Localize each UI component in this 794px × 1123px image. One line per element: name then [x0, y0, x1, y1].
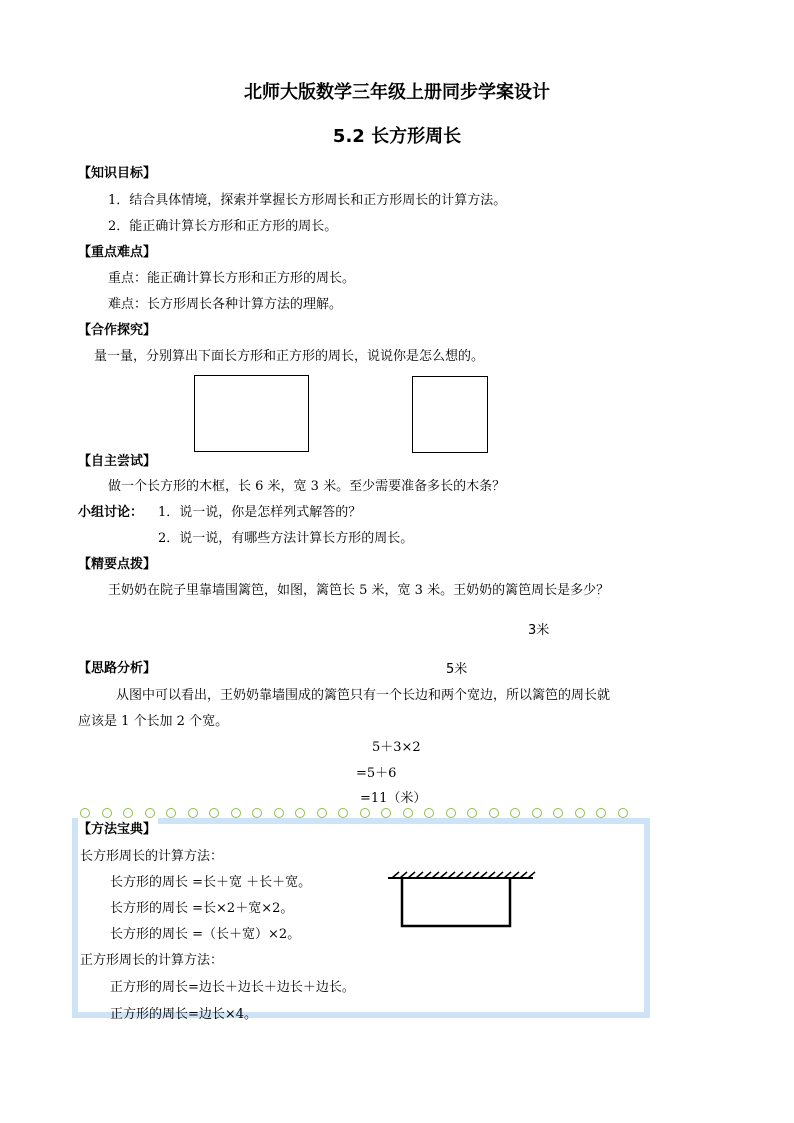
calc-step-3: =11（米） — [360, 791, 427, 806]
analysis-line-1: 从图中可以看出，王奶奶靠墙围成的篱笆只有一个长边和两个宽边，所以篱笆的周长就 — [116, 688, 611, 703]
rect-formula-1: 长方形的周长 =长＋宽 ＋长＋宽。 — [110, 875, 312, 890]
explore-heading: 【合作探究】 — [78, 323, 157, 338]
calc-step-1: 5＋3×2 — [372, 740, 421, 755]
fence-outline — [402, 878, 510, 926]
calc-step-2: =5＋6 — [356, 766, 397, 781]
length-label: 5米 — [446, 662, 468, 677]
decorative-dot — [231, 808, 241, 818]
decorative-dot — [596, 808, 606, 818]
decorative-dot — [532, 808, 542, 818]
decorative-dot — [446, 808, 456, 818]
decorative-dot — [145, 808, 155, 818]
rect-formula-2: 长方形的周长 =长×2＋宽×2。 — [110, 901, 294, 916]
decorative-dot — [575, 808, 585, 818]
discussion-label: 小组讨论： — [78, 505, 144, 520]
decorative-dot — [424, 808, 434, 818]
decorative-dot — [80, 808, 90, 818]
decorative-dot — [489, 808, 499, 818]
square-method-title: 正方形周长的计算方法： — [80, 953, 224, 968]
rectangle-figure — [194, 375, 309, 452]
self-try-text: 做一个长方形的木框，长 6 米，宽 3 米。至少需要准备多长的木条？ — [108, 479, 506, 494]
decorative-dot — [252, 808, 262, 818]
self-try-heading: 【自主尝试】 — [78, 454, 157, 469]
decorative-dot — [338, 808, 348, 818]
decorative-dot — [618, 808, 628, 818]
fence-wall-diagram — [388, 868, 538, 932]
explore-text: 量一量，分别算出下面长方形和正方形的周长，说说你是怎么想的。 — [94, 349, 485, 364]
rect-method-title: 长方形周长的计算方法： — [80, 849, 224, 864]
analysis-line-2: 应该是 1 个长加 2 个宽。 — [78, 714, 229, 729]
square-formula-2: 正方形的周长=边长×4。 — [110, 1007, 258, 1022]
page-title: 北师大版数学三年级上册同步学案设计 — [244, 82, 550, 103]
decorative-dot — [317, 808, 327, 818]
method-heading: 【方法宝典】 — [78, 818, 158, 837]
rect-formula-3: 长方形的周长 =（长＋宽）×2。 — [110, 927, 301, 942]
decorative-dot — [381, 808, 391, 818]
discussion-item-1: 1．说一说，你是怎样列式解答的？ — [158, 505, 362, 520]
decorative-dot — [102, 808, 112, 818]
decorative-dot — [166, 808, 176, 818]
decorative-dot — [553, 808, 563, 818]
decorative-dot — [467, 808, 477, 818]
decorative-dot — [295, 808, 305, 818]
decorative-dot — [510, 808, 520, 818]
discussion-item-2: 2．说一说，有哪些方法计算长方形的周长。 — [158, 531, 414, 546]
goals-heading: 【知识目标】 — [78, 166, 157, 181]
goal-item-1: 1．结合具体情境，探索并掌握长方形周长和正方形周长的计算方法。 — [108, 193, 507, 208]
decorative-dot — [274, 808, 284, 818]
tips-text: 王奶奶在院子里靠墙围篱笆，如图，篱笆长 5 米，宽 3 米。王奶奶的篱笆周长是多少？ — [108, 583, 610, 598]
square-figure — [412, 376, 488, 453]
decorative-dot — [123, 808, 133, 818]
decorative-dot — [360, 808, 370, 818]
lesson-title: 5.2 长方形周长 — [332, 126, 462, 147]
goal-item-2: 2．能正确计算长方形和正方形的周长。 — [108, 219, 338, 234]
square-formula-1: 正方形的周长=边长＋边长＋边长＋边长。 — [110, 980, 355, 995]
difficult-point: 难点：长方形周长各种计算方法的理解。 — [108, 297, 343, 312]
decorative-dot — [209, 808, 219, 818]
tips-heading: 【精要点拨】 — [78, 557, 157, 572]
analysis-heading: 【思路分析】 — [78, 661, 157, 676]
decorative-dot — [188, 808, 198, 818]
width-label: 3米 — [528, 623, 550, 638]
key-point: 重点：能正确计算长方形和正方形的周长。 — [108, 271, 356, 286]
decorative-dot — [403, 808, 413, 818]
key-points-heading: 【重点难点】 — [78, 245, 157, 260]
